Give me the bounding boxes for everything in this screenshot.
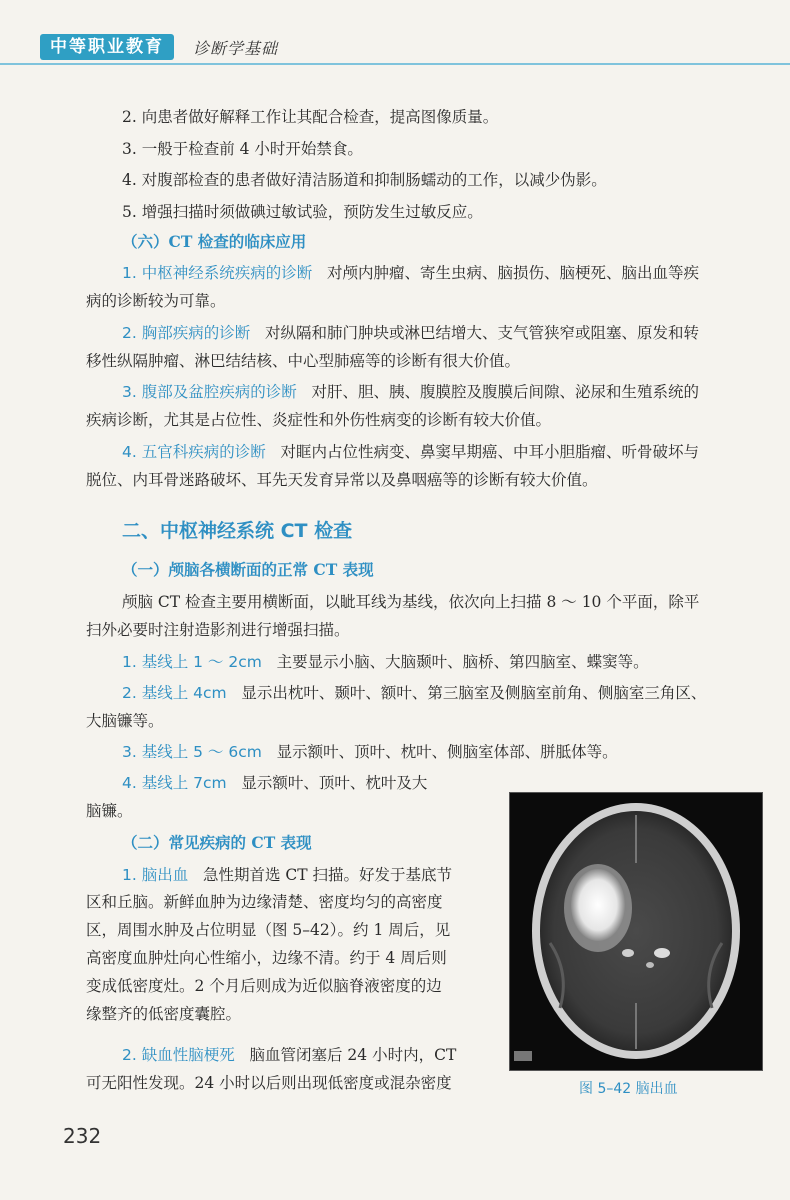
paragraph-label: 3. 基线上 5 ～ 6cm — [122, 743, 262, 761]
paragraph-label: 2. 基线上 4cm — [122, 684, 227, 702]
paragraph-label: 3. 腹部及盆腔疾病的诊断 — [122, 383, 297, 401]
paragraph-label: 1. 中枢神经系统疾病的诊断 — [122, 264, 313, 282]
section-heading: （二）常见疾病的 CT 表现 — [122, 833, 312, 852]
paragraph-text: 脑血管闭塞后 24 小时内，CT — [249, 1046, 457, 1064]
paragraph-text: 显示出枕叶、颞叶、额叶、第三脑室及侧脑室前角、侧脑室三角区、 — [241, 684, 707, 702]
header-divider — [0, 63, 790, 65]
paragraph-text: 对眶内占位性病变、鼻窦早期癌、中耳小胆脂瘤、听骨破坏与 — [280, 443, 700, 461]
paragraph-text: 大脑镰等。 — [86, 712, 164, 730]
paragraph-label: 1. 脑出血 — [122, 866, 189, 884]
section-heading: （六）CT 检查的临床应用 — [122, 232, 307, 251]
list-item: 4. 对腹部检查的患者做好清洁肠道和抑制肠蠕动的工作，以减少伪影。 — [122, 171, 607, 189]
paragraph — [122, 323, 699, 343]
paragraph — [122, 683, 706, 703]
paragraph-label: 2. 缺血性脑梗死 — [122, 1046, 235, 1064]
paragraph-text: 缘整齐的低密度囊腔。 — [86, 1005, 242, 1023]
brain-ct-illustration — [510, 793, 762, 1070]
paragraph-text: 区，周围水肿及占位明显（图 5–42）。约 1 周后，见 — [86, 921, 451, 939]
paragraph-text: 扫外必要时注射造影剂进行增强扫描。 — [86, 621, 350, 639]
paragraph — [122, 865, 452, 885]
paragraph-text: 主要显示小脑、大脑颞叶、脑桥、第四脑室、蝶窦等。 — [276, 653, 649, 671]
chapter-heading: 二、中枢神经系统 CT 检查 — [122, 520, 353, 542]
paragraph-label: 4. 基线上 7cm — [122, 774, 227, 792]
section-heading: （一）颅脑各横断面的正常 CT 表现 — [122, 560, 374, 579]
paragraph-text: 脱位、内耳骨迷路破坏、耳先天发育异常以及鼻咽癌等的诊断有较大价值。 — [86, 471, 598, 489]
paragraph-text: 病的诊断较为可靠。 — [86, 292, 226, 310]
paragraph — [122, 773, 427, 793]
paragraph-text: 对颅内肿瘤、寄生虫病、脑损伤、脑梗死、脑出血等疾 — [327, 264, 700, 282]
paragraph-text: 移性纵隔肿瘤、淋巴结结核、中心型肺癌等的诊断有很大价值。 — [86, 352, 521, 370]
paragraph — [122, 742, 618, 762]
list-item: 2. 向患者做好解释工作让其配合检查，提高图像质量。 — [122, 108, 499, 126]
paragraph-text: 可无阳性发现。24 小时以后则出现低密度或混杂密度 — [86, 1074, 452, 1092]
paragraph — [122, 652, 649, 672]
book-title: 诊断学基础 — [193, 39, 279, 58]
paragraph — [122, 263, 699, 283]
paragraph — [122, 442, 699, 462]
paragraph-text: 变成低密度灶。2 个月后则成为近似脑脊液密度的边 — [86, 977, 442, 995]
list-item: 5. 增强扫描时须做碘过敏试验，预防发生过敏反应。 — [122, 203, 483, 221]
paragraph-text: 颅脑 CT 检查主要用横断面，以眦耳线为基线，依次向上扫描 8 ～ 10 个平面，除平 — [122, 593, 700, 611]
paragraph-text: 脑镰。 — [86, 802, 133, 820]
paragraph-text: 高密度血肿灶向心性缩小，边缘不清。约于 4 周后则 — [86, 949, 447, 967]
paragraph — [122, 1045, 456, 1065]
paragraph-label: 1. 基线上 1 ～ 2cm — [122, 653, 262, 671]
paragraph-text: 区和丘脑。新鲜血肿为边缘清楚、密度均匀的高密度 — [86, 893, 443, 911]
figure-caption: 图 5–42 脑出血 — [579, 1081, 678, 1097]
paragraph — [122, 382, 699, 402]
paragraph-text: 显示额叶、顶叶、枕叶、侧脑室体部、胼胝体等。 — [276, 743, 618, 761]
paragraph-text: 疾病诊断，尤其是占位性、炎症性和外伤性病变的诊断有较大价值。 — [86, 411, 552, 429]
paragraph-text: 显示额叶、顶叶、枕叶及大 — [241, 774, 428, 792]
paragraph-text: 对肝、胆、胰、腹膜腔及腹膜后间隙、泌尿和生殖系统的 — [311, 383, 700, 401]
paragraph-label: 2. 胸部疾病的诊断 — [122, 324, 251, 342]
paragraph-text: 对纵隔和肺门肿块或淋巴结增大、支气管狭窄或阻塞、原发和转 — [265, 324, 700, 342]
page-number: 232 — [63, 1124, 102, 1148]
series-logo: 中等职业教育 — [40, 34, 174, 60]
paragraph-text: 急性期首选 CT 扫描。好发于基底节 — [203, 866, 453, 884]
list-item: 3. 一般于检查前 4 小时开始禁食。 — [122, 140, 363, 158]
ct-scan-image — [509, 792, 763, 1071]
paragraph-label: 4. 五官科疾病的诊断 — [122, 443, 266, 461]
